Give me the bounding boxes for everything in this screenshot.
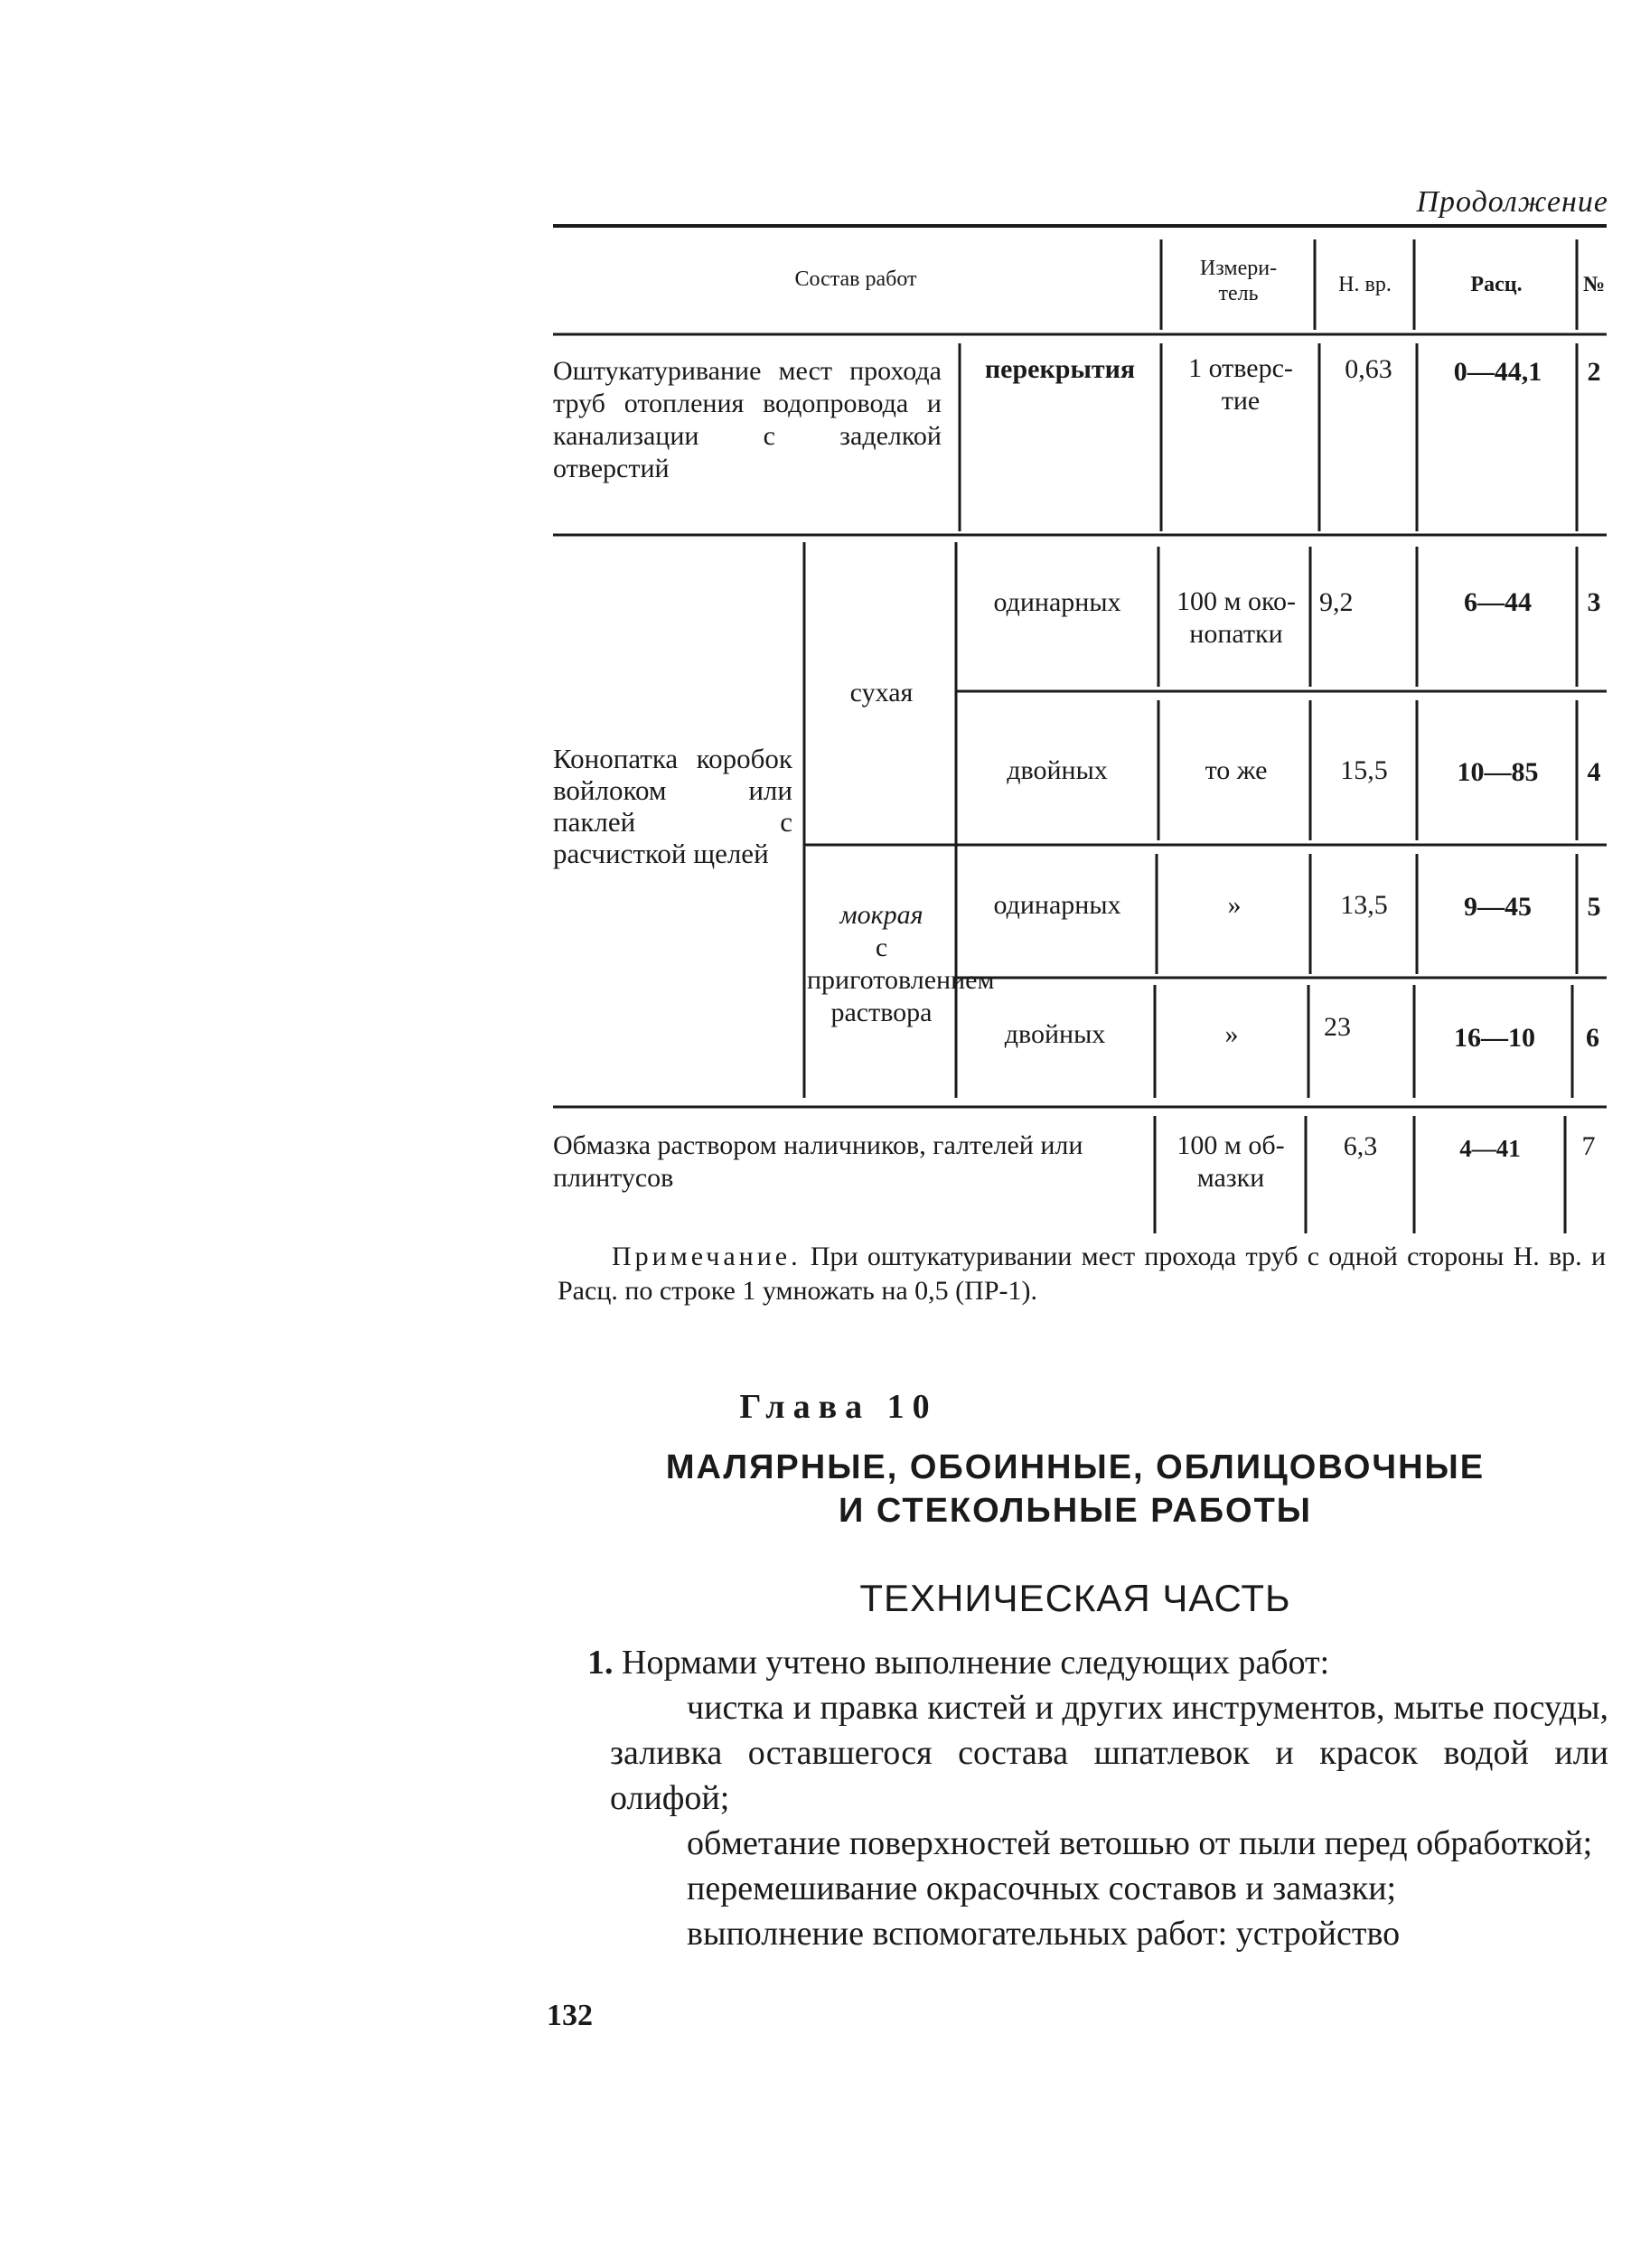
row-unit: 100 м об- мазки (1177, 1130, 1285, 1193)
row-time: 6,3 (1343, 1131, 1378, 1161)
group-wet (807, 899, 995, 1029)
chapter-title-line-2: И СТЕКОЛЬНЫЕ РАБОТЫ (839, 1492, 1312, 1530)
chapter-title-line-1: МАЛЯРНЫЕ, ОБОИННЫЕ, ОБЛИЦОВОЧНЫЕ (665, 1448, 1486, 1486)
row-rate: 4—41 (1459, 1135, 1521, 1162)
row-work-plastering: Оштукатуривание мест прохода труб отопления водопровода и канализации с заделкой отверстий (553, 356, 942, 483)
row-unit: » (1227, 890, 1242, 920)
paragraph: перемешивание окрасочных составов и замазки; (687, 1870, 1397, 1907)
row-sub-double: двойных (1004, 1019, 1106, 1049)
row-time: 23 (1324, 1012, 1351, 1042)
row-no: 2 (1587, 357, 1601, 387)
group-wet-label: мокрая (839, 900, 923, 930)
col-header-no: № (1582, 273, 1606, 296)
col-header-work: Состав работ (794, 267, 917, 291)
row-sub-single: одинарных (993, 587, 1121, 617)
row-work-coating: Обмазка раствором наличников, галтелей или плинтусов (553, 1130, 1083, 1193)
row-no: 7 (1581, 1131, 1596, 1161)
continuation-label: Продолжение (1416, 185, 1608, 219)
table-note (558, 1240, 1606, 1308)
row-rate: 6—44 (1464, 587, 1532, 617)
row-rate: 0—44,1 (1453, 357, 1542, 387)
row-no: 5 (1587, 892, 1601, 922)
row-time: 13,5 (1340, 890, 1388, 920)
col-header-unit: Измери- тель (1199, 257, 1278, 305)
row-rate: 16—10 (1454, 1023, 1535, 1053)
paragraph: обметание поверхностей ветошью от пыли перед обработкой; (687, 1824, 1593, 1862)
row-unit: » (1224, 1019, 1239, 1049)
page-number: 132 (547, 1999, 593, 2032)
row-time: 15,5 (1340, 755, 1388, 785)
col-header-time: Н. вр. (1338, 273, 1392, 296)
row-time: 9,2 (1319, 587, 1354, 617)
note-label: Примечание. (612, 1242, 802, 1271)
paragraph: выполнение вспомогательных работ: устройство (687, 1915, 1401, 1953)
row-no: 3 (1587, 587, 1601, 617)
group-dry: сухая (849, 678, 914, 708)
chapter-title (542, 1446, 1608, 1532)
row-no: 4 (1587, 757, 1601, 787)
paragraph: чистка и правка кистей и других инструментов, мытье посуды, заливка оставшегося состава шпатлевок и красок водой или олифой; (610, 1689, 1608, 1817)
row-sub-double: двойных (1007, 755, 1108, 785)
row-sub-single: одинарных (993, 890, 1121, 920)
row-work-caulking: Конопатка коробок войлоком или паклей с расчисткой щелей (553, 743, 792, 869)
row-unit: 100 м око- нопатки (1176, 586, 1297, 649)
chapter-label: Глава 10 (739, 1388, 938, 1426)
col-header-rate: Расц. (1470, 273, 1523, 296)
item-number: 1. (587, 1644, 614, 1682)
group-wet-detail: с приготовлением раствора (807, 933, 995, 1027)
row-rate: 10—85 (1457, 757, 1539, 787)
section-title: ТЕХНИЧЕСКАЯ ЧАСТЬ (859, 1577, 1291, 1619)
row-sub-ceiling: перекрытия (984, 354, 1136, 384)
row-unit: 1 отверс- тие (1188, 353, 1293, 416)
row-unit: то же (1205, 755, 1268, 785)
row-no: 6 (1586, 1023, 1599, 1053)
body-text (587, 1640, 1608, 1956)
paragraph-text: Нормами учтено выполнение следующих работ: (622, 1644, 1330, 1682)
row-time: 0,63 (1345, 354, 1392, 384)
note-text: При оштукатуривании мест прохода труб с одной стороны Н. вр. и Расц. по строке 1 умножать на 0,5 (ПР-1). (558, 1242, 1606, 1306)
paragraph (587, 1640, 1608, 1685)
row-rate: 9—45 (1464, 892, 1532, 922)
